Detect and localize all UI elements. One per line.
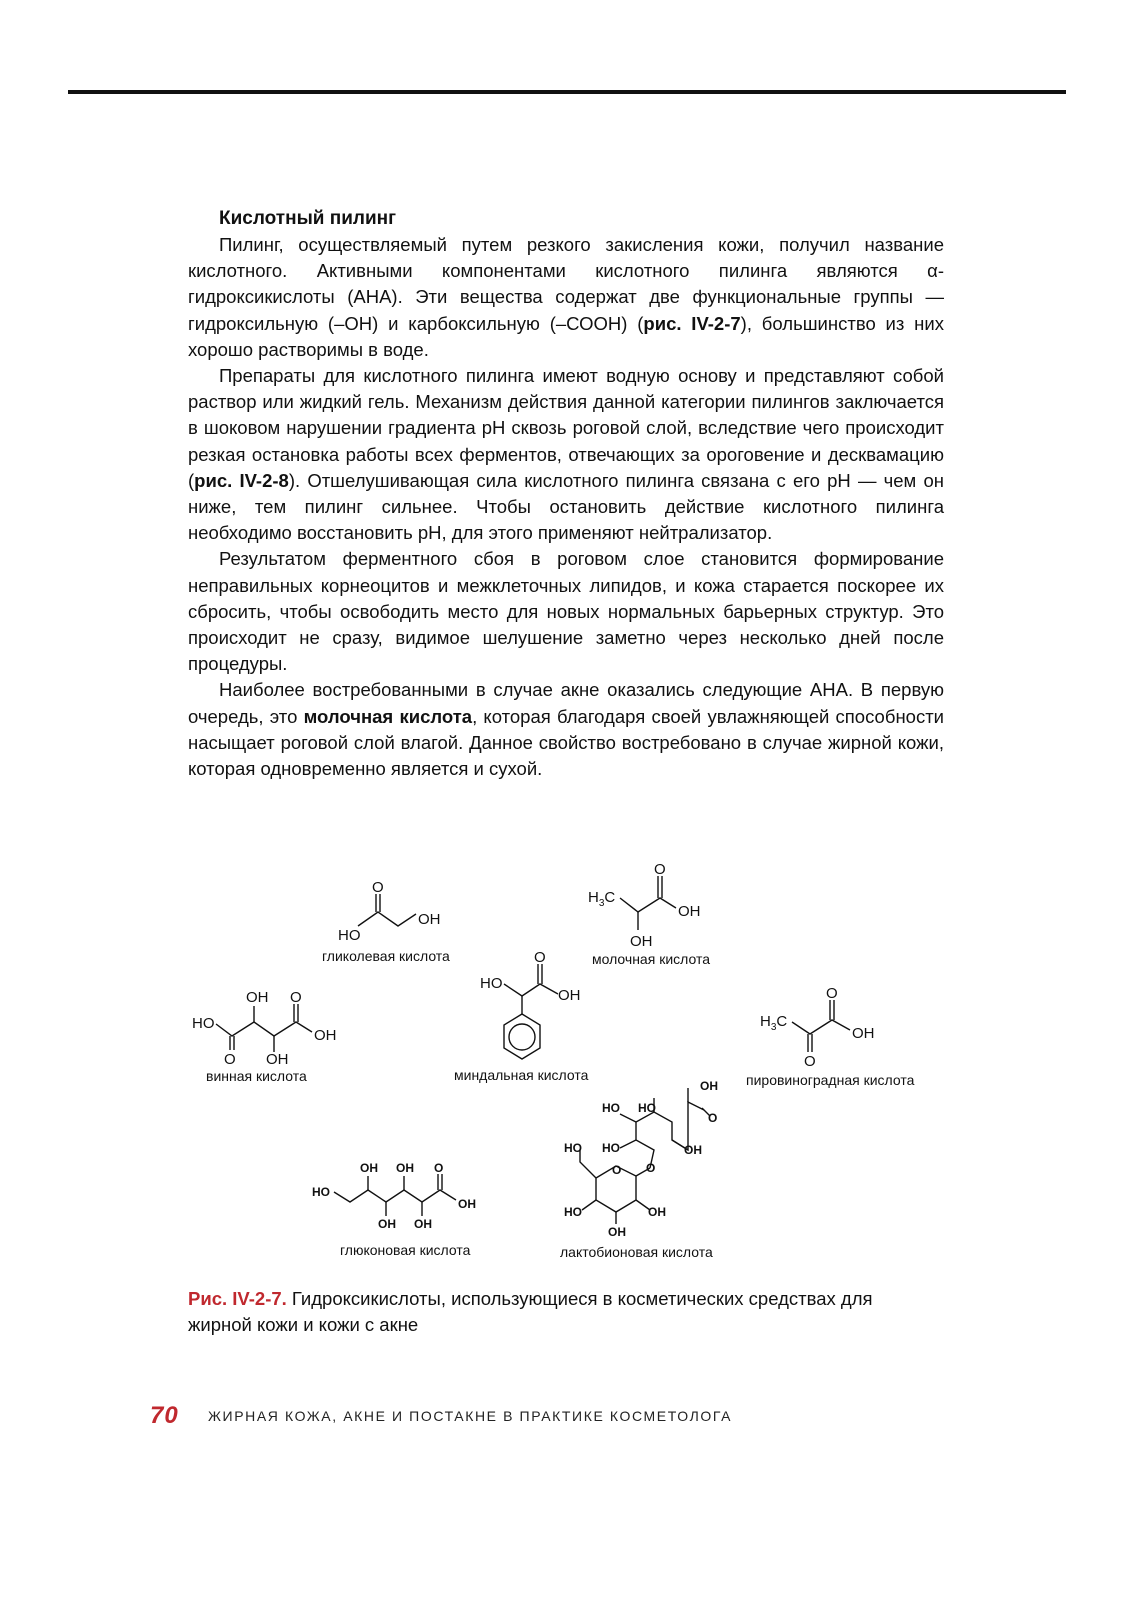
p2-text-a: Препараты для кислотного пилинга имеют водную основу и представляют собой раствор или жидкий гель. Механизм действия данной категории пилингов заключается в шоковом нарушении градиента pH сквозь роговой слой, вследствие чего происходит резкая остановка работы всех ферментов, отвечающих за ороговение и десквамацию ( bbox=[188, 365, 944, 491]
p2-text-b: ). Отшелушивающая сила кислотного пилинга связана с его pH — чем он ниже, тем пилинг сильнее. Чтобы остановить действие кислотного пилинга необходимо восстановить pH, для этого применяют нейтрализатор. bbox=[188, 469, 944, 544]
atom-oh: OH bbox=[266, 1051, 289, 1068]
atom-oh: OH bbox=[414, 1217, 432, 1231]
caption-number: Рис. IV-2-7. bbox=[188, 1288, 287, 1309]
atom-o: O bbox=[804, 1053, 816, 1070]
atom-ho: HO bbox=[564, 1205, 582, 1219]
atom-ho: HO bbox=[564, 1141, 582, 1155]
lactobionic-acid-structure bbox=[564, 1079, 718, 1239]
pyruvic-acid-structure bbox=[760, 985, 875, 1070]
atom-ho: HO bbox=[338, 927, 361, 944]
p4-text-b: , которая благодаря своей увлажняющей способности насыщает роговой слой влагой. Данное свойство востребовано в случае жирной кожи, которая одновременно является и сухой. bbox=[188, 705, 945, 780]
atom-oh: OH bbox=[648, 1205, 666, 1219]
atom-ho: HO bbox=[638, 1101, 656, 1115]
p4-text-a: Наиболее востребованными в случае акне оказались следующие АНА. В первую очередь, это bbox=[188, 679, 944, 727]
atom-ho: HO bbox=[602, 1101, 620, 1115]
atom-ho: HO bbox=[480, 975, 503, 992]
paragraph-3: Результатом ферментного сбоя в роговом слое становится формирование неправильных корнеоцитов и межклеточных липидов, и кожа старается поскорее их сбросить, чтобы освободить место для новых нормальных барьерных структур. Это происходит не сразу, видимое шелушение заметно через несколько дней после процедуры. bbox=[188, 548, 944, 675]
paragraph-2 bbox=[188, 363, 944, 546]
atom-ho: HO bbox=[192, 1015, 215, 1032]
label-lactic-acid: молочная кислота bbox=[592, 951, 710, 967]
atom-h3c: $H_3C$ bbox=[588, 889, 616, 909]
atom-oh: OH bbox=[458, 1197, 476, 1211]
hydroxy-acids-structures bbox=[188, 850, 948, 1270]
label-lactobionic-acid: лактобионовая кислота bbox=[560, 1244, 713, 1260]
figure-iv-2-7 bbox=[188, 850, 948, 1270]
glycolic-acid-structure bbox=[338, 879, 441, 944]
atom-oh: OH bbox=[360, 1161, 378, 1175]
atom-oh: OH bbox=[852, 1025, 875, 1042]
paragraph-4 bbox=[188, 677, 944, 782]
atom-oh: OH bbox=[608, 1225, 626, 1239]
p1-text-b: ), большинство из них хорошо растворимы в воде. bbox=[188, 312, 944, 360]
label-glycolic-acid: гликолевая кислота bbox=[322, 948, 450, 964]
atom-o: O bbox=[654, 861, 666, 878]
atom-oh: OH bbox=[418, 911, 441, 928]
atom-oh: OH bbox=[558, 987, 581, 1004]
caption-text: Гидроксикислоты, использующиеся в косметических средствах для жирной кожи и кожи с акне bbox=[188, 1288, 873, 1335]
atom-oh: OH bbox=[246, 989, 269, 1006]
atom-oh: OH bbox=[396, 1161, 414, 1175]
figure-ref-iv-2-7: рис. IV-2-7 bbox=[643, 312, 741, 334]
atom-oh: OH bbox=[378, 1217, 396, 1231]
label-tartaric-acid: винная кислота bbox=[206, 1068, 307, 1084]
lactic-acid-structure bbox=[588, 861, 701, 950]
atom-o: O bbox=[434, 1161, 444, 1175]
atom-o: O bbox=[646, 1161, 656, 1175]
gluconic-acid-structure bbox=[312, 1161, 476, 1231]
atom-oh: OH bbox=[684, 1143, 702, 1157]
main-text bbox=[188, 206, 944, 782]
atom-oh: OH bbox=[678, 903, 701, 920]
top-rule bbox=[68, 90, 1066, 94]
lactic-acid-emphasis: молочная кислота bbox=[303, 705, 473, 727]
atom-oh: OH bbox=[314, 1027, 337, 1044]
label-mandelic-acid: миндальная кислота bbox=[454, 1067, 589, 1083]
atom-o: O bbox=[826, 985, 838, 1002]
label-pyruvic-acid: пировиноградная кислота bbox=[746, 1072, 915, 1088]
p1-text-a: Пилинг, осуществляемый путем резкого закисления кожи, получил название кислотного. Активными компонентами кислотного пилинга являются α-гидроксикислоты (АНА). Эти вещества содержат две функциональные группы — гидроксильную (–ОН) и карбоксильную (–СООН) ( bbox=[188, 234, 944, 334]
atom-ho: HO bbox=[312, 1185, 330, 1199]
atom-o: O bbox=[708, 1111, 718, 1125]
atom-ho: HO bbox=[602, 1141, 620, 1155]
atom-o: O bbox=[534, 949, 546, 966]
paragraph-1 bbox=[188, 232, 944, 363]
atom-oh-bottom: OH bbox=[630, 933, 653, 950]
atom-oh: OH bbox=[700, 1079, 718, 1093]
atom-o: O bbox=[290, 989, 302, 1006]
atom-o: O bbox=[612, 1163, 622, 1177]
label-gluconic-acid: глюконовая кислота bbox=[340, 1242, 471, 1258]
mandelic-acid-structure bbox=[480, 949, 581, 1059]
atom-o: O bbox=[372, 879, 384, 896]
tartaric-acid-structure bbox=[192, 989, 337, 1068]
page-footer bbox=[150, 1402, 950, 1432]
atom-o: O bbox=[224, 1051, 236, 1068]
figure-ref-iv-2-8: рис. IV-2-8 bbox=[194, 469, 289, 491]
section-heading: Кислотный пилинг bbox=[219, 208, 397, 229]
atom-h3c: $H_3C$ bbox=[760, 1013, 788, 1033]
figure-caption bbox=[188, 1286, 928, 1338]
running-title: ЖИРНАЯ КОЖА, АКНЕ И ПОСТАКНЕ В ПРАКТИКЕ КОСМЕТОЛОГА bbox=[208, 1408, 733, 1424]
page-number: 70 bbox=[150, 1402, 179, 1429]
